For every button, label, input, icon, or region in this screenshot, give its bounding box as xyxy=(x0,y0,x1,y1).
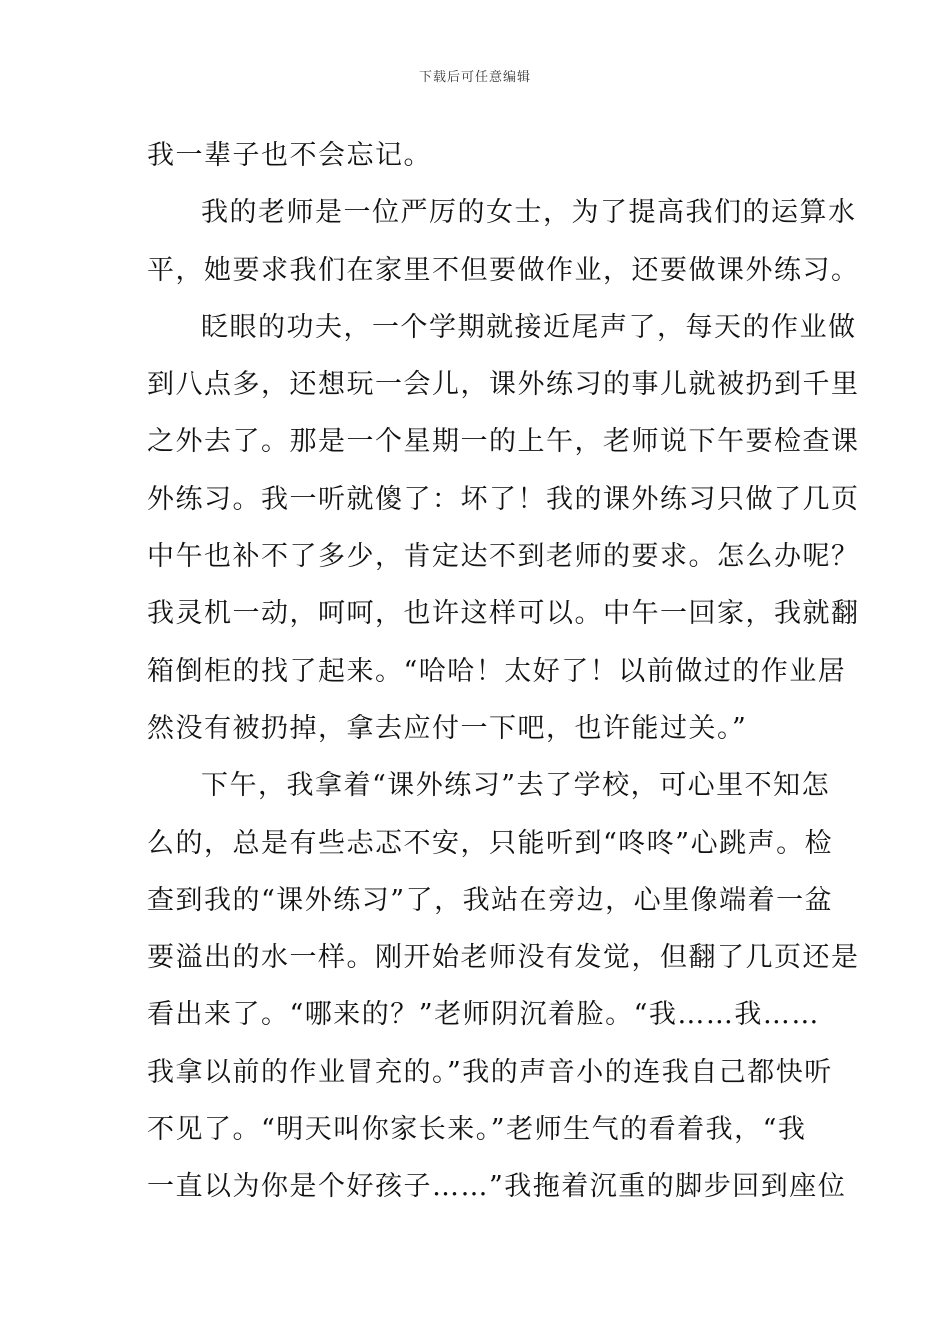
text-line: 然没有被扔掉，拿去应付一下吧，也许能过关。” xyxy=(147,712,748,744)
text-line: 平，她要求我们在家里不但要做作业，还要做课外练习。 xyxy=(147,254,860,286)
text-line: 外练习。我一听就傻了：坏了！我的课外练习只做了几页 xyxy=(147,483,860,515)
text-line: 我一辈子也不会忘记。 xyxy=(147,140,432,171)
text-line: 到八点多，还想玩一会儿，课外练习的事儿就被扔到千里 xyxy=(147,369,860,401)
text-line: 中午也补不了多少，肯定达不到老师的要求。怎么办呢？ xyxy=(147,541,860,573)
text-line: 么的，总是有些忐忑不安，只能听到“咚咚”心跳声。检 xyxy=(147,827,834,859)
paragraph-start-line: 我的老师是一位严厉的女士，为了提高我们的运算水 xyxy=(201,197,857,229)
paragraph-start-line: 眨眼的功夫，一个学期就接近尾声了，每天的作业做 xyxy=(201,311,857,343)
text-line: 查到我的“课外练习”了，我站在旁边，心里像端着一盆 xyxy=(147,884,834,916)
text-line: 一直以为你是个好孩子……”我拖着沉重的脚步回到座位 xyxy=(147,1171,847,1203)
paragraph-start-line: 下午，我拿着“课外练习”去了学校，可心里不知怎 xyxy=(201,770,831,802)
text-line: 之外去了。那是一个星期一的上午，老师说下午要检查课 xyxy=(147,426,860,458)
text-line: 我拿以前的作业冒充的。”我的声音小的连我自己都快听 xyxy=(147,1056,833,1088)
text-line: 箱倒柜的找了起来。“哈哈！太好了！以前做过的作业居 xyxy=(147,655,847,687)
body-text xyxy=(147,127,860,1216)
text-line: 不见了。“明天叫你家长来。”老师生气的看着我，“我 xyxy=(147,1114,807,1146)
text-line: 要溢出的水一样。刚开始老师没有发觉，但翻了几页还是 xyxy=(147,942,860,974)
page-header: 下载后可任意编辑 xyxy=(418,70,531,85)
text-line: 看出来了。“哪来的？”老师阴沉着脸。“我……我…… xyxy=(147,999,820,1031)
text-line: 我灵机一动，呵呵，也许这样可以。中午一回家，我就翻 xyxy=(147,598,860,630)
